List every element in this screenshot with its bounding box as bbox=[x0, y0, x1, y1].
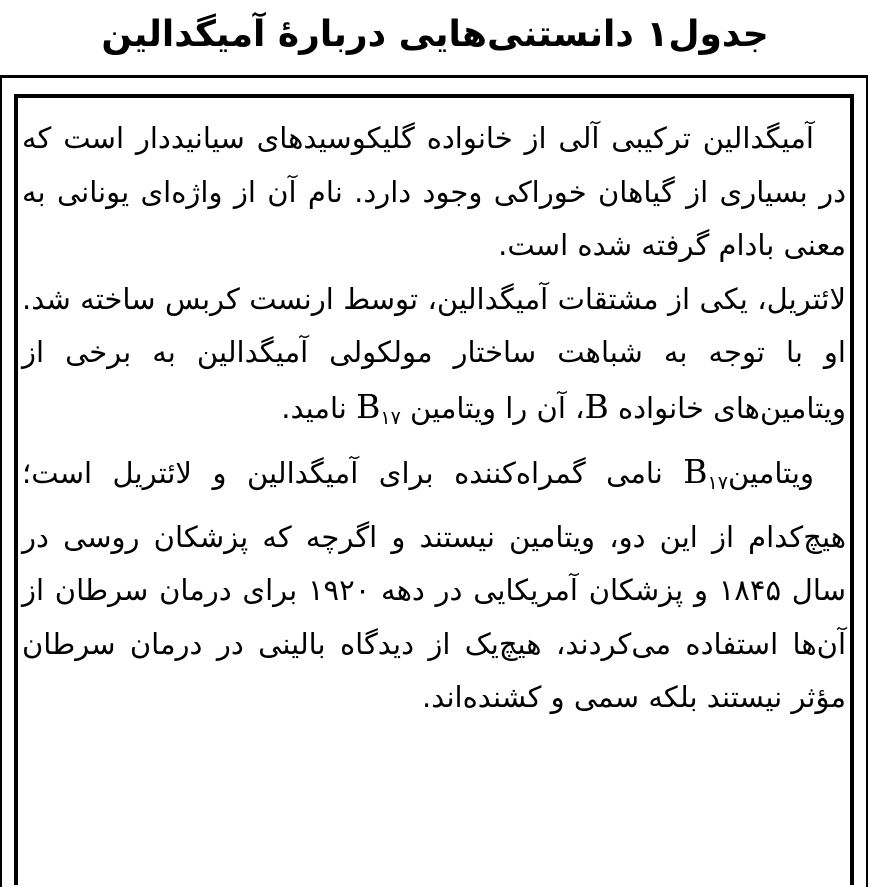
paragraph-2 bbox=[22, 273, 846, 446]
paragraph-3-part-1: ویتامین bbox=[727, 456, 814, 490]
body-text bbox=[22, 112, 846, 725]
page-title: جدول۱ دانستنی‌هایی دربارهٔ آمیگدالین bbox=[101, 14, 769, 55]
vitamin-subscript: ۱۷ bbox=[707, 472, 728, 494]
paragraph-1: آمیگدالین ترکیبی آلی از خانواده گلیکوسیدهای سیانیددار است که در بسیاری از گیاهان خوراکی وجود دارد. نام آن از واژه‌ای یونانی به معنی بادام گرفته شده است. bbox=[22, 121, 846, 262]
vitamin-letter: B bbox=[683, 452, 708, 491]
vitamin-family-letter: B bbox=[584, 386, 609, 426]
paragraph-2-part-2: ، آن را ویتامین bbox=[410, 390, 585, 425]
paragraph-2-part-1: لائتریل، یکی از مشتقات آمیگدالین، توسط ارنست کربس ساخته شد. او با توجه به شباهت ساختار مولکولی آمیگدالین به برخی از ویتامین‌های خانواده bbox=[22, 281, 846, 425]
paragraph-2-part-3: نامید. bbox=[281, 390, 347, 425]
vitamin-subscript: ۱۷ bbox=[380, 406, 401, 429]
vitamin-letter: B bbox=[356, 386, 381, 426]
paragraph-3-part-2: نامی گمراه‌کننده برای آمیگدالین و لائتریل است؛ هیچ‌کدام از این دو، ویتامین نیستند و اگرچه که پزشکان روسی در سال ۱۸۴۵ و پزشکان آمریکایی در دهه ۱۹۲۰ برای درمان سرطان از آن‌ها استفاده می‌کردند، هیچ‌یک از دیدگاه بالینی در درمان سرطان مؤثر نیستند بلکه سمی و کشنده‌اند. bbox=[22, 456, 846, 714]
paragraph-3 bbox=[22, 445, 846, 725]
